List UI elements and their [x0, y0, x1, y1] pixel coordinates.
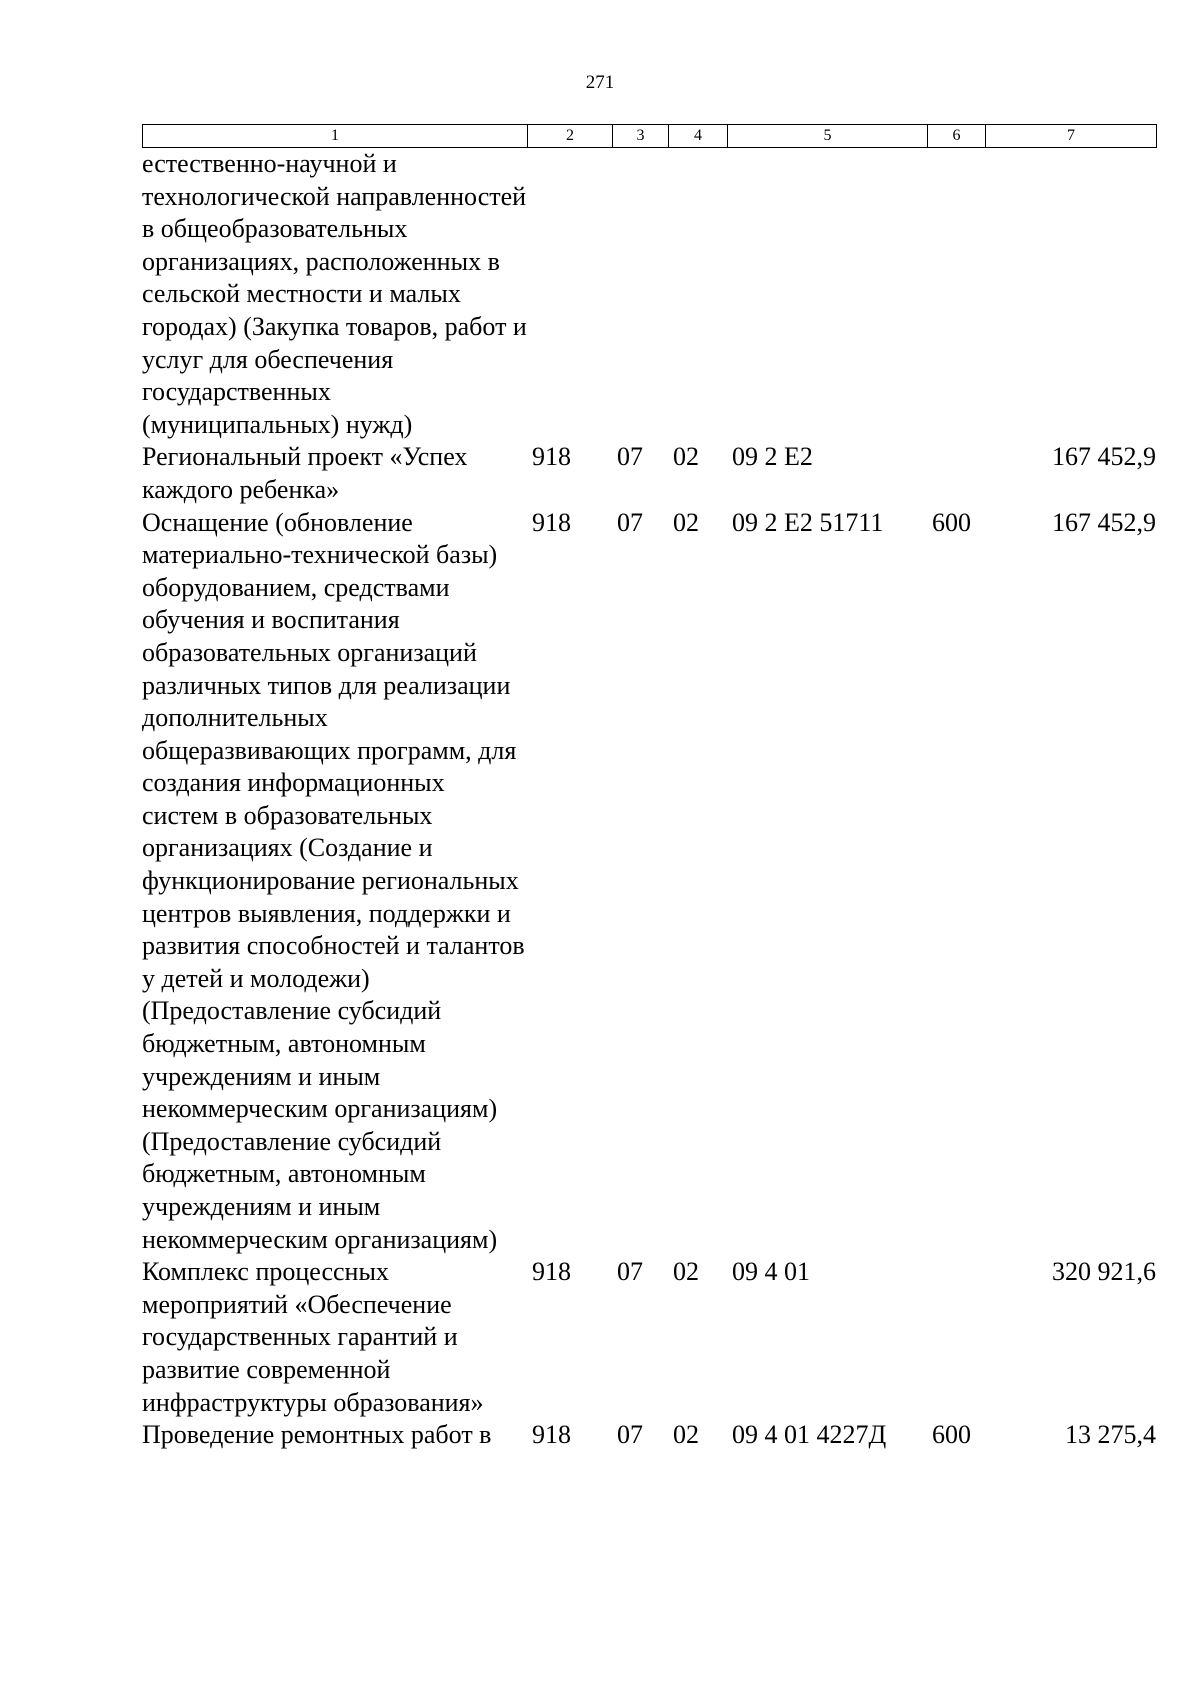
column-header-3: 3 — [613, 125, 669, 148]
budget-table-body — [142, 148, 1156, 1452]
row-amount: 167 452,9 — [1052, 507, 1156, 537]
row-section-code: 07 — [617, 442, 643, 472]
row-subsection-code: 02 — [673, 442, 699, 472]
row-ministry-code: 918 — [532, 1257, 571, 1287]
column-header-1: 1 — [143, 125, 528, 148]
row-section-code: 07 — [617, 1420, 643, 1450]
column-header-7: 7 — [986, 125, 1157, 148]
row-amount: 13 275,4 — [1065, 1420, 1156, 1450]
row-description: Оснащение (обновление материально-технической базы) оборудованием, средствами обучения и воспитания образовательных организаций различных типов для реализации дополнительных общеразвивающих программ, для создания информационных систем в образовательных организациях (Создание и функционирование региональных центров выявления, поддержки и развития способностей и талантов у детей и молодежи) (Предоставление субсидий бюджетным, автономным учреждениям и иным некоммерческим организациям) (Предоставление субсидий бюджетным, автономным учреждениям и иным некоммерческим организациям) — [142, 507, 525, 1254]
row-target-article-code: 09 4 01 — [732, 1257, 810, 1287]
row-target-article-code: 09 4 01 4227Д — [732, 1420, 887, 1450]
row-description: Проведение ремонтных работ в — [142, 1420, 492, 1450]
column-header-row — [142, 124, 1157, 148]
row-description: Региональный проект «Успех каждого ребенка» — [142, 442, 468, 504]
table-row — [142, 441, 1156, 506]
row-section-code: 07 — [617, 507, 643, 537]
row-description: естественно-научной и технологической направленностей в общеобразовательных организациях, расположенных в сельской местности и малых городах) (Закупка товаров, работ и услуг для обеспечения государственных (муниципальных) нужд) — [142, 149, 527, 439]
column-header-5: 5 — [728, 125, 928, 148]
row-subsection-code: 02 — [673, 507, 699, 537]
row-ministry-code: 918 — [532, 507, 571, 537]
row-subsection-code: 02 — [673, 1257, 699, 1287]
row-expense-type-code: 600 — [932, 1420, 971, 1450]
row-description: Комплекс процессных мероприятий «Обеспечение государственных гарантий и развитие современной инфраструктуры образования» — [142, 1257, 484, 1417]
row-amount: 320 921,6 — [1052, 1257, 1156, 1287]
column-header-2: 2 — [528, 125, 613, 148]
row-amount: 167 452,9 — [1052, 442, 1156, 472]
row-target-article-code: 09 2 E2 51711 — [732, 507, 884, 537]
column-header-6: 6 — [928, 125, 986, 148]
table-row — [142, 1256, 1156, 1419]
page-number: 271 — [585, 72, 615, 93]
row-expense-type-code: 600 — [932, 507, 971, 537]
row-ministry-code: 918 — [532, 442, 571, 472]
table-row — [142, 1419, 1156, 1452]
column-header-4: 4 — [669, 125, 728, 148]
row-section-code: 07 — [617, 1257, 643, 1287]
row-ministry-code: 918 — [532, 1420, 571, 1450]
row-subsection-code: 02 — [673, 1420, 699, 1450]
table-row — [142, 148, 1156, 441]
row-target-article-code: 09 2 E2 — [732, 442, 813, 472]
table-row — [142, 507, 1156, 1257]
